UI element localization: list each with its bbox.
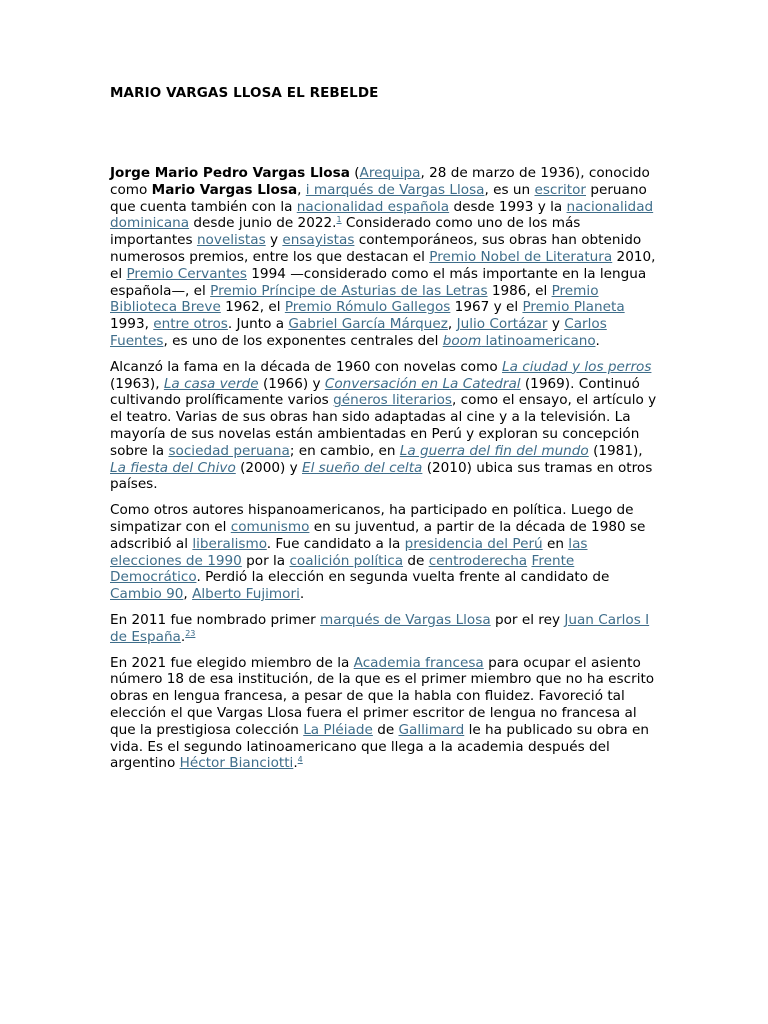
footnote-4[interactable]: 4 bbox=[297, 755, 303, 765]
full-name: Jorge Mario Pedro Vargas Llosa bbox=[110, 165, 350, 181]
text: desde 1993 y la bbox=[449, 198, 567, 215]
text: en su juventud, a partir de la década de 1980 se adscribió al bbox=[110, 518, 646, 552]
link-novelistas[interactable]: novelistas bbox=[196, 232, 266, 249]
link-garcia-marquez[interactable]: Gabriel García Márquez bbox=[288, 316, 448, 333]
link-el-sueno-del-celta[interactable] bbox=[302, 460, 422, 476]
text: y bbox=[265, 232, 283, 249]
link-comunismo[interactable]: comunismo bbox=[230, 518, 310, 535]
link-premio-romulo-gallegos[interactable]: Premio Rómulo Gallegos bbox=[284, 299, 451, 316]
link-nacionalidad-espanola[interactable]: nacionalidad española bbox=[296, 198, 450, 215]
text: En 2011 fue nombrado primer bbox=[110, 611, 321, 628]
text: 1994 —considerado como el más importante en la lengua española—, el bbox=[110, 265, 647, 299]
paragraph-4 bbox=[110, 612, 660, 646]
link-frente-democratico[interactable]: Frente Democrático bbox=[110, 552, 575, 586]
text: peruano que cuenta también con la bbox=[110, 181, 647, 215]
text: (1969). Continuó cultivando prolíficamente varios bbox=[110, 375, 640, 409]
link-la-fiesta-del-chivo[interactable] bbox=[110, 460, 236, 476]
paragraph-1 bbox=[110, 165, 660, 350]
link-la-guerra-del-fin-del-mundo[interactable] bbox=[400, 443, 589, 459]
link-escritor[interactable]: escritor bbox=[534, 181, 586, 198]
link-premio-cervantes[interactable]: Premio Cervantes bbox=[126, 265, 247, 282]
boom-word: boom bbox=[442, 332, 482, 349]
link-carlos-fuentes[interactable]: Carlos Fuentes bbox=[110, 316, 607, 349]
text: (1966) y bbox=[258, 375, 325, 392]
link-centroderecha[interactable]: centroderecha bbox=[428, 552, 528, 569]
text: , es un bbox=[484, 181, 535, 198]
text: para ocupar el asiento número 18 de esa institución, de la que es el primer miembro que no ha escrito obras en lengua francesa, a pesar de que la habla con fluidez. Favoreció tal elección el que Vargas Llosa fuera el primer escritor de lengua no francesa al que la prestigiosa colección bbox=[110, 654, 655, 738]
text: (1981), bbox=[588, 442, 643, 459]
link-sociedad-peruana[interactable]: sociedad peruana bbox=[168, 442, 290, 459]
book-title: La ciudad y los perros bbox=[502, 358, 652, 375]
text: 2010, el bbox=[110, 248, 656, 282]
link-premio-nobel[interactable]: Premio Nobel de Literatura bbox=[429, 248, 613, 265]
text: . Junto a bbox=[227, 316, 289, 333]
link-academia-francesa[interactable]: Academia francesa bbox=[353, 654, 484, 671]
link-marques[interactable]: i marqués de Vargas Llosa bbox=[305, 181, 485, 198]
text: por la bbox=[241, 552, 290, 569]
paragraph-2 bbox=[110, 359, 660, 493]
link-coalicion-politica[interactable]: coalición política bbox=[289, 552, 404, 569]
link-la-pleiade[interactable]: La Pléiade bbox=[303, 721, 373, 738]
document-title: MARIO VARGAS LLOSA EL REBELDE bbox=[110, 85, 379, 101]
link-la-ciudad-y-los-perros[interactable] bbox=[502, 359, 651, 375]
link-cambio-90[interactable]: Cambio 90 bbox=[110, 586, 184, 603]
text: En 2021 fue elegido miembro de la bbox=[110, 654, 354, 671]
link-la-casa-verde[interactable] bbox=[164, 376, 259, 392]
book-title: La fiesta del Chivo bbox=[110, 459, 236, 476]
text: 1986, el bbox=[487, 282, 552, 299]
text: Como otros autores hispanoamericanos, ha participado en política. Luego de simpatizar con el bbox=[110, 502, 634, 535]
text: 1993, bbox=[110, 316, 154, 333]
link-gallimard[interactable]: Gallimard bbox=[398, 721, 465, 738]
text: desde junio de 2022. bbox=[189, 215, 337, 232]
text: , 28 de marzo de 1936), conocido como bbox=[110, 165, 650, 198]
text: , bbox=[297, 181, 306, 198]
link-generos-literarios[interactable]: géneros literarios bbox=[333, 392, 453, 409]
link-marques-de-vargas-llosa[interactable]: marqués de Vargas Llosa bbox=[320, 611, 491, 628]
known-name: Mario Vargas Llosa bbox=[151, 181, 298, 198]
book-title: La casa verde bbox=[163, 375, 259, 392]
text: y bbox=[547, 316, 565, 333]
text: (2010) ubica sus tramas en otros países. bbox=[110, 459, 653, 493]
link-entre-otros[interactable]: entre otros bbox=[153, 316, 228, 333]
text: en bbox=[542, 535, 569, 552]
text: . Perdió la elección en segunda vuelta frente al candidato de bbox=[196, 569, 610, 586]
link-hector-bianciotti[interactable]: Héctor Bianciotti bbox=[179, 755, 294, 772]
paragraph-5 bbox=[110, 655, 660, 773]
text: Considerado como uno de los más importantes bbox=[110, 215, 581, 249]
text: ; en cambio, en bbox=[289, 442, 400, 459]
link-elecciones-1990[interactable]: las elecciones de 1990 bbox=[110, 535, 588, 569]
book-title: La guerra del fin del mundo bbox=[399, 442, 589, 459]
text: . bbox=[293, 755, 298, 772]
text: por el rey bbox=[490, 611, 565, 628]
text: 1962, el bbox=[220, 299, 285, 316]
link-liberalismo[interactable]: liberalismo bbox=[192, 535, 267, 552]
link-juan-carlos-i[interactable]: Juan Carlos I de España bbox=[110, 611, 650, 645]
footnote-23[interactable]: 23 bbox=[185, 628, 196, 638]
document-body bbox=[110, 165, 660, 781]
text: latinoamericano bbox=[481, 332, 596, 349]
text: , es uno de los exponentes centrales del bbox=[163, 332, 443, 349]
link-julio-cortazar[interactable]: Julio Cortázar bbox=[456, 316, 548, 333]
text: . bbox=[595, 332, 600, 349]
link-nacionalidad-dominicana[interactable]: nacionalidad dominicana bbox=[110, 198, 654, 232]
text: ( bbox=[349, 165, 360, 181]
text: , bbox=[183, 586, 193, 603]
text: 1967 y el bbox=[450, 299, 523, 316]
text: , como el ensayo, el artículo y el teatro. Varias de sus obras han sido adaptadas al cine y a la televisión. La mayoría de sus novelas están ambientadas en Perú y exploran su concepción sobre la bbox=[110, 392, 657, 459]
paragraph-3 bbox=[110, 502, 660, 603]
text: Alcanzó la fama en la década de 1960 con novelas como bbox=[110, 358, 502, 375]
text: (1963), bbox=[110, 375, 164, 392]
text: de bbox=[372, 721, 399, 738]
link-conversacion-en-la-catedral[interactable] bbox=[325, 376, 521, 392]
link-presidencia-del-peru[interactable]: presidencia del Perú bbox=[404, 535, 543, 552]
link-premio-asturias[interactable]: Premio Príncipe de Asturias de las Letras bbox=[210, 282, 488, 299]
book-title: El sueño del celta bbox=[302, 459, 423, 476]
link-premio-planeta[interactable]: Premio Planeta bbox=[522, 299, 625, 316]
text: . bbox=[299, 586, 305, 603]
text: . Fue candidato a la bbox=[266, 535, 405, 552]
text: contemporáneos, sus obras han obtenido numerosos premios, entre los que destacan el bbox=[110, 232, 642, 265]
link-arequipa[interactable]: Arequipa bbox=[359, 165, 421, 181]
text: le ha publicado su obra en vida. Es el segundo latinoamericano que llega a la academia después del argentino bbox=[110, 721, 649, 772]
text: , bbox=[447, 316, 457, 333]
text: . bbox=[180, 628, 186, 645]
link-ensayistas[interactable]: ensayistas bbox=[282, 232, 355, 249]
footnote-1[interactable]: 1 bbox=[336, 215, 342, 225]
link-premio-biblioteca-breve[interactable]: Premio Biblioteca Breve bbox=[110, 282, 599, 316]
link-alberto-fujimori[interactable]: Alberto Fujimori bbox=[192, 586, 300, 603]
text: de bbox=[403, 552, 429, 569]
link-boom-latinoamericano[interactable] bbox=[443, 333, 596, 349]
book-title: Conversación en La Catedral bbox=[324, 375, 521, 392]
text: (2000) y bbox=[235, 459, 302, 476]
